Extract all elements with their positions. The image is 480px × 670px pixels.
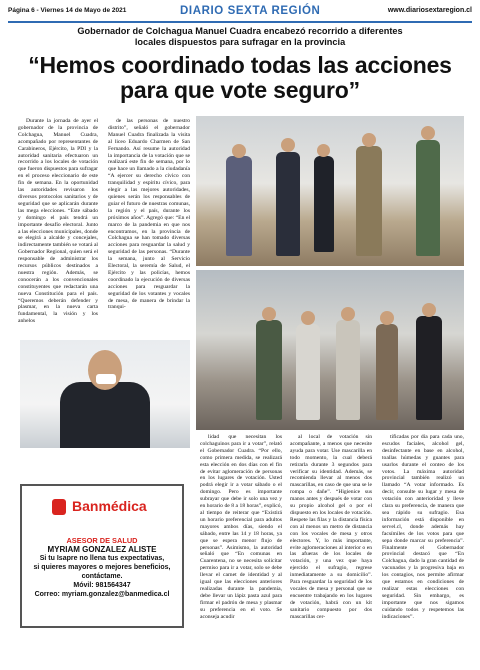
- article-kicker: Gobernador de Colchagua Manuel Cuadra encabezó recorrido a diferentes locales dispuestos para sufragar en la provincia: [77, 26, 403, 47]
- photo-officials-inspection: [196, 116, 464, 266]
- ad-phone[interactable]: Móvil: 981564347: [73, 582, 131, 589]
- banmedica-logo: [52, 498, 154, 516]
- ad-brand: Banmédica: [72, 498, 147, 514]
- page-header: [8, 5, 472, 19]
- article-column-4: [290, 434, 372, 664]
- article-headline: “Hemos coordinado todas las acciones para que vote seguro”: [28, 52, 452, 103]
- ad-email[interactable]: Correo: myriam.gonzalez@banmedica.cl: [34, 591, 170, 598]
- article-column-1: [18, 118, 98, 340]
- ad-contact-name: MYRIAM GONZALEZ ALISTE: [47, 545, 157, 554]
- column-text: lidad que necesitan los colchaguinos para ir a votar”, relató el Gobernador Cuadra. “Por ello, como primera medida, se realizará esta elección en dos días con el fin de evitar aglomeración de personas en los lugares de votación. Usted podrá elegir ir a votar sábado o el domingo. Pero es importante subrayar que debe ir solo una vez y en horario de 8 a 18 horas”, explicó, al tiempo de reiterar que “Existirá un horario preferencial para adultos mayores ambos días, siendo el sábado, entre las 14 y 18 horas, ya que se espera menor flujo de personas”. Asimismo, la autoridad señaló que “En comunas en Cuarentena, no se necesita solicitar permiso para ir a votar, solo se debe llevar el carnet de identidad y al igual que las elecciones anteriores realizadas durante la pandemia, debe llevar un lápiz pasta azul para firmar el padrón de mesa y plasmar su preferencia en el voto. Se aconseja acudir: [200, 434, 282, 620]
- column-text: Durante la jornada de ayer el gobernador de la provincia de Colchagua, Manuel Cuadra, acompañado por representantes de Carabineros, Ejército, la PDI y la autoridad sanitaria efectuaron un recorrido a los locales de votación que fueron dispuestos para sufragar en el proceso eleccionario de este fin de semana. En la oportunidad las autoridades revisaron los diversos protocolos sanitarios y de seguridad que se aplicarán durante las mega elecciones. “Este sábado y domingo el país tendrá un importante desafío electoral. Junto a las elecciones municipales, donde se elegirá a alcalde y concejales, indirectamente también se votará al Gobernador Regional, quien será el responsable de administrar los recursos públicos destinados a nuestra región. Además, se conocerán a los convencionales constituyentes que redactarán una nueva Constitución para el país. “Queremos deberán defender y plasmar, en la nueva carta fundamental, la visión y los anhelos: [18, 118, 98, 325]
- article-column-5: [382, 434, 464, 664]
- page-label: Página 6 - Viernes 14 de Mayo de 2021: [8, 7, 127, 14]
- article-column-2: [108, 118, 190, 332]
- ad-line: si quieres mayores o mejores beneficios,: [33, 564, 171, 571]
- ad-line: Si tu Isapre no llena tus expectativas,: [39, 555, 165, 562]
- column-text: de las personas de nuestro distrito”, señaló el gobernador Manuel Cuadra finalizada la visita al liceo Eduardo Charmen de San Fernando. Así resume la autoridad la importancia de la votación que se realizará este fin de semana, por lo que hace un llamado a la ciudadanía “A ejercer su derecho cívico con tranquilidad y espíritu cívico, para elegir a las mejores autoridades, quienes serán los responsables de guiar el futuro de nuestras comunas, la región y el país, durante los próximos años”. Agregó que: “En el marco de la pandemia en que nos encontramos, en la provincia de Colchagua se han tomado diversas acciones para resguardar la salud y seguridad de las personas. “Durante la semana, junto al Servicio Electoral, la seremía de Salud, el Ejército y las policías, hemos coordinado la ejecución de diversas acciones para resguardar la seguridad de los votantes y vocales de mesa, de manera de brindar la tranqui-: [108, 118, 190, 311]
- photo-group-walking: [196, 270, 464, 430]
- column-text: al local de votación sin acompañante, a menos que necesite ayuda para votar. Use mascarilla en todo momento, la cual deberá retirarla durante 3 segundos para verificar su identidad. Además, se recomienda llevar al menos dos mascarillas, en caso de que una se le rompa o dañe”. “Higienice sus manos antes y después de votar con su propio alcohol gel o por el dispuesto en los locales de votación. Respete las filas y la distancia física con al menos un metro de distancia con los vocales de mesa y otros electores. Y, lo más importante, evite aglomeraciones al interior o en las afueras de los locales de votación, y una vez que haya ejercido el sufragio, regrese inmediatamente a su domicilio”. Para resguardar la seguridad de los vocales de mesa y personal que se encuentre trabajando en los lugares de votación, habrá con un kit sanitario compuesto por dos mascarillas cer-: [290, 434, 372, 620]
- ad-role: ASESOR DE SALUD: [66, 536, 138, 545]
- website-link[interactable]: www.diariosextaregion.cl: [387, 7, 472, 14]
- banmedica-advertisement: [20, 484, 184, 628]
- banmedica-logo-icon: [52, 499, 66, 515]
- column-text: tificadas por día para cada uno, escudos faciales, alcohol gel, desinfectante en base en alcohol, toallas húmedas y guantes para usarlos durante el conteo de los votos. La máxima autoridad provincial también realizó un llamado “A votar informado. Es decir, consulte su lugar y mesa de votación con anterioridad y lleve clara su preferencia, de manera que sea rápido su sufragio. Esa información está disponible en servel.cl, donde además hay facsímiles de los votos para que sepa donde marcar su preferencia”. Finalmente el Gobernador provincial destacó que “En Colchagua, dado la gran cantidad de vacunados y la progresiva baja en los contagios, nos permite afirmar que estamos en condiciones de realizar estas elecciones con seguridad. Sin embargo, es importante que nos sigamos cuidando todos y respetemos las indicaciones”.: [382, 434, 464, 620]
- header-rule: [8, 21, 472, 23]
- article-column-3: [200, 434, 282, 664]
- newspaper-brand: DIARIO SEXTA REGIÓN: [180, 5, 321, 17]
- photo-governor-portrait: [20, 340, 190, 448]
- ad-line: contáctame.: [81, 573, 123, 580]
